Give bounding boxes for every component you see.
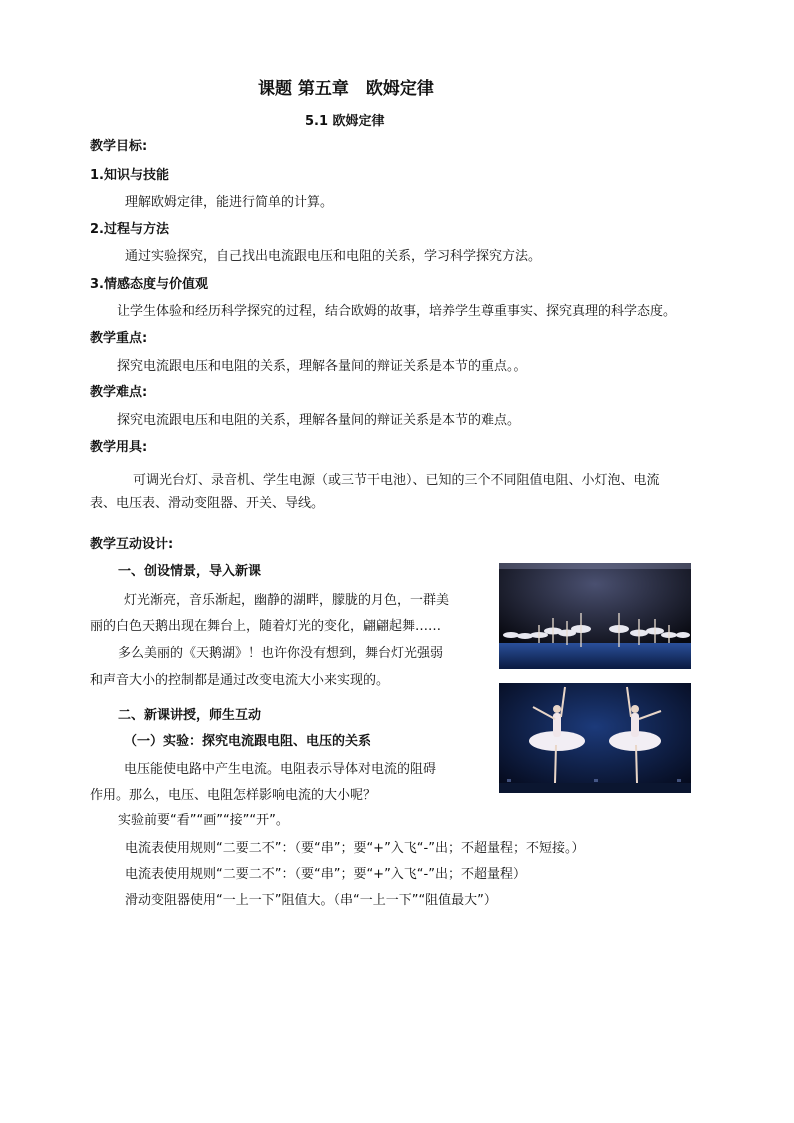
section-2-line-2: 作用。那么，电压、电阻怎样影响电流的大小呢？ [90,788,377,803]
ammeter-rule-2: 电流表使用规则“二要二不”：（要“串”；要“+”入飞“-”出；不超量程） [125,867,526,882]
section-1-line-3: 多么美丽的《天鹅湖》！也许你没有想到，舞台灯光强弱 [118,646,444,661]
objective-3-text: 让学生体验和经历科学探究的过程，结合欧姆的故事，培养学生尊重事实、探究真理的科学态度。 [117,304,677,319]
tools-text-line-1: 可调光台灯、录音机、学生电源（或三节干电池）、已知的三个不同阻值电阻、小灯泡、电流 [133,473,660,488]
focus-text: 探究电流跟电压和电阻的关系，理解各量间的辩证关系是本节的重点。。 [117,359,527,374]
section-subtitle: 5.1 欧姆定律 [305,114,385,129]
section-2-subheading: （一）实验：探究电流跟电阻、电压的关系 [124,734,372,749]
section-2-line-1: 电压能使电路中产生电流。电阻表示导体对电流的阻碍 [124,762,437,777]
section-1-line-2: 丽的白色天鹅出现在舞台上，随着灯光的变化，翩翩起舞…… [90,619,442,634]
section-1-heading: 一、创设情景，导入新课 [118,564,262,579]
ballet-duo-photo [499,683,691,793]
objectives-heading: 教学目标: [90,139,148,154]
tools-heading: 教学用具: [90,440,148,455]
section-1-line-4: 和声音大小的控制都是通过改变电流大小来实现的。 [90,673,390,688]
section-2-line-3: 实验前要“看”“画”“接”“开”。 [118,813,289,828]
design-heading: 教学互动设计: [90,537,174,552]
focus-heading: 教学重点: [90,331,148,346]
objective-1-text: 理解欧姆定律，能进行简单的计算。 [125,195,334,210]
ammeter-rule-1: 电流表使用规则“二要二不”：（要“串”；要“+”入飞“-”出；不超量程；不短接。） [125,841,585,856]
page-title: 课题 第五章 欧姆定律 [258,79,434,99]
ballet-corps-stage-photo [499,563,691,669]
objective-3-heading: 3.情感态度与价值观 [90,277,208,292]
difficulty-heading: 教学难点: [90,385,148,400]
difficulty-text: 探究电流跟电压和电阻的关系，理解各量间的辩证关系是本节的难点。 [117,413,521,428]
section-1-line-1: 灯光渐亮，音乐渐起，幽静的湖畔，朦胧的月色，一群美 [124,593,450,608]
section-2-heading: 二、新课讲授，师生互动 [118,708,262,723]
objective-2-text: 通过实验探究，自己找出电流跟电压和电阻的关系，学习科学探究方法。 [125,249,542,264]
objective-2-heading: 2.过程与方法 [90,222,169,237]
objective-1-heading: 1.知识与技能 [90,168,169,183]
tools-text-line-2: 表、电压表、滑动变阻器、开关、导线。 [90,496,325,511]
rheostat-rule: 滑动变阻器使用“一上一下”阻值大。（串“一上一下”“阻值最大”） [125,893,497,908]
